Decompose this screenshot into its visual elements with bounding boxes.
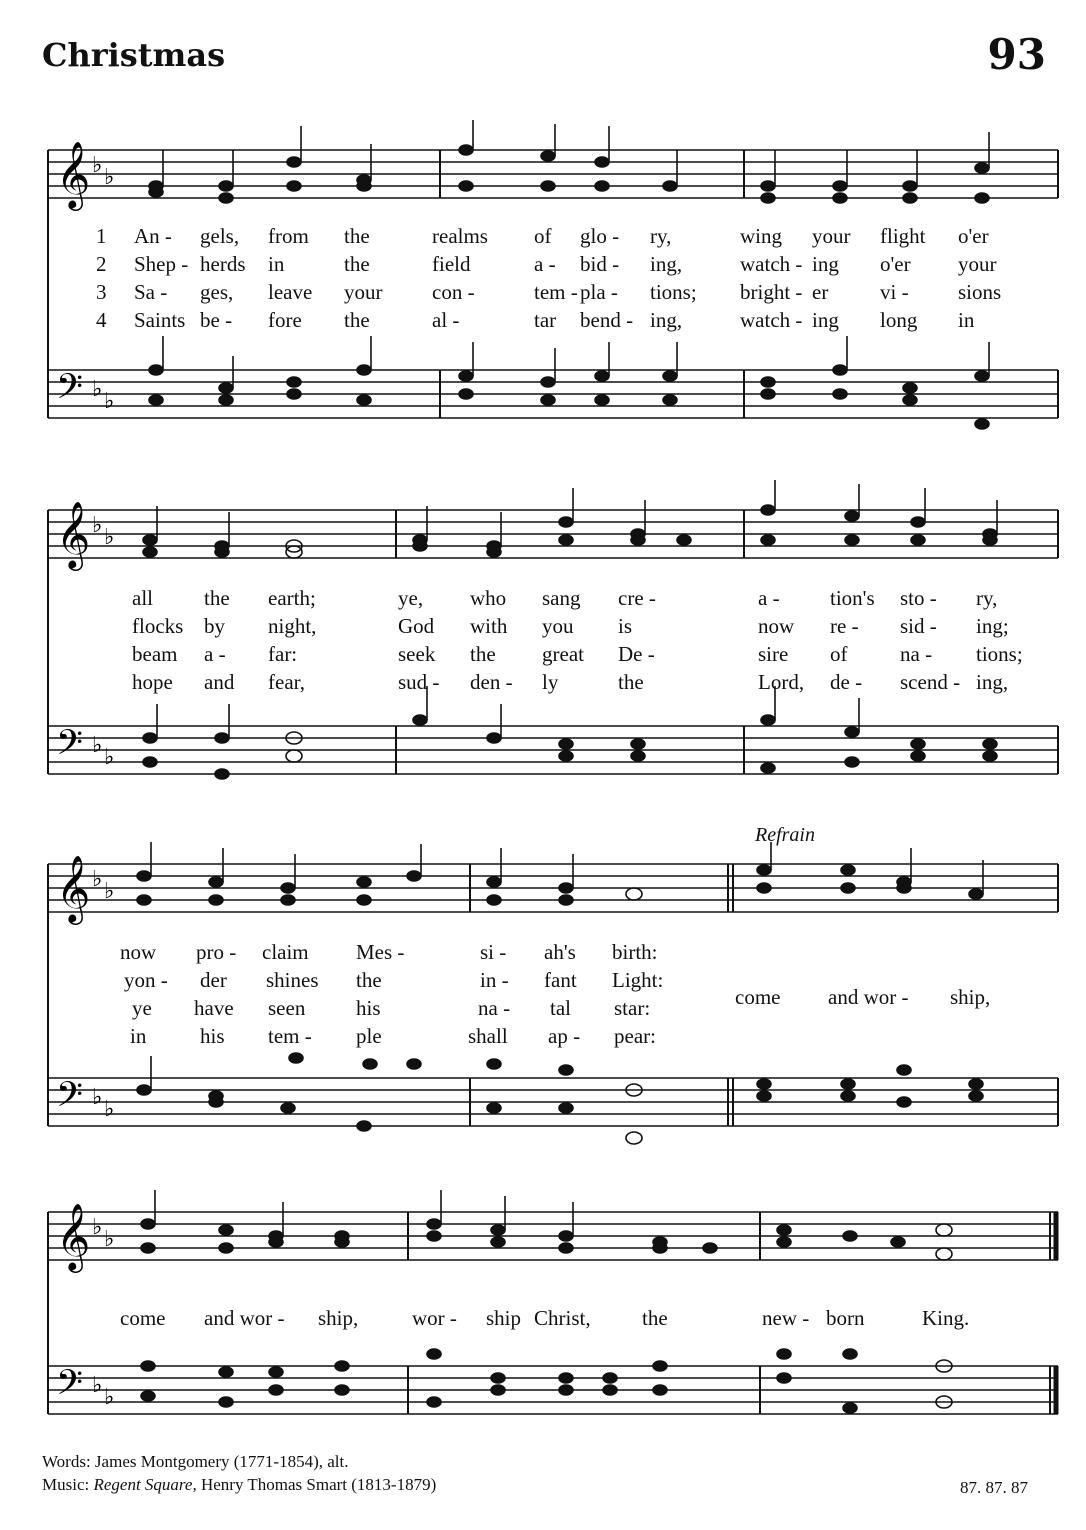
lyric-syllable: ry, — [976, 586, 998, 610]
lyric-syllable: cre - — [618, 586, 656, 610]
lyric-syllable: herds — [200, 252, 246, 276]
lyric-syllable: ry, — [650, 224, 672, 248]
lyric-syllable: born — [826, 1306, 865, 1330]
lyric-syllable: den - — [470, 670, 513, 694]
lyric-syllable: the — [344, 252, 370, 276]
lyric-syllable: vi - — [880, 280, 909, 304]
lyric-syllable: flocks — [132, 614, 184, 638]
lyric-syllable: scend - — [900, 670, 961, 694]
svg-text:♭: ♭ — [104, 745, 115, 770]
lyric-syllable: great — [542, 642, 584, 666]
lyric-syllable: with — [470, 614, 508, 638]
lyric-syllable: you — [542, 614, 574, 638]
lyric-syllable: a - — [758, 586, 780, 610]
lyric-syllable: a - — [204, 642, 226, 666]
lyric-syllable: come — [120, 1306, 166, 1330]
lyric-syllable: King. — [922, 1306, 970, 1330]
lyric-syllable: his — [200, 1024, 225, 1048]
lyric-syllable: Lord, — [758, 670, 805, 694]
lyric-syllable: the — [618, 670, 644, 694]
lyric-syllable: sions — [958, 280, 1002, 304]
lyric-syllable: beam — [132, 642, 178, 666]
svg-text:♭: ♭ — [92, 1215, 103, 1240]
verse-number: 3 — [96, 280, 107, 304]
lyric-syllable: of — [830, 642, 848, 666]
lyric-syllable: sto - — [900, 586, 937, 610]
lyric-syllable: of — [534, 224, 552, 248]
lyric-syllable: Sa - — [134, 280, 168, 304]
lyric-syllable: the — [642, 1306, 668, 1330]
lyric-syllable: and — [204, 670, 235, 694]
lyric-syllable: o'er — [880, 252, 911, 276]
lyric-syllable: sire — [758, 642, 789, 666]
lyric-syllable: tar — [534, 308, 557, 332]
lyric-syllable: tal — [550, 996, 571, 1020]
svg-text:♭: ♭ — [92, 153, 103, 178]
lyric-syllable: bend - — [580, 308, 634, 332]
words-credit: Words: James Montgomery (1771-1854), alt. — [42, 1452, 349, 1471]
svg-text:𝄢: 𝄢 — [56, 1074, 84, 1123]
lyric-syllable: claim — [262, 940, 309, 964]
lyric-syllable: der — [200, 968, 227, 992]
lyric-syllable: gels, — [200, 224, 240, 248]
lyric-syllable: far: — [268, 642, 298, 666]
verse-number: 1 — [96, 224, 107, 248]
lyric-syllable: in — [958, 308, 975, 332]
lyric-syllable: ap - — [548, 1024, 581, 1048]
lyric-syllable: sid - — [900, 614, 937, 638]
refrain-word: ship, — [950, 985, 991, 1009]
lyric-syllable: ing, — [976, 670, 1009, 694]
lyric-syllable: ship — [486, 1306, 522, 1330]
svg-text:𝄞: 𝄞 — [56, 140, 91, 208]
svg-text:𝄞: 𝄞 — [56, 1202, 91, 1270]
composer: Henry Thomas Smart (1813-1879) — [200, 1475, 437, 1494]
lyric-syllable: al - — [432, 308, 460, 332]
lyric-syllable: earth; — [268, 586, 316, 610]
lyric-syllable: shall — [468, 1024, 508, 1048]
lyric-syllable: the — [344, 224, 370, 248]
lyric-syllable: fore — [268, 308, 302, 332]
lyric-syllable: and wor - — [204, 1306, 285, 1330]
lyric-syllable: tions; — [650, 280, 697, 304]
lyric-syllable: in — [268, 252, 285, 276]
lyric-syllable: si - — [480, 940, 507, 964]
lyric-syllable: ing, — [650, 252, 683, 276]
music-credit — [42, 1475, 436, 1495]
lyric-syllable: wor - — [412, 1306, 457, 1330]
lyric-syllable: ing — [812, 308, 839, 332]
lyric-syllable: now — [758, 614, 795, 638]
lyric-syllable: field — [432, 252, 471, 276]
lyric-syllable: have — [194, 996, 234, 1020]
lyric-syllable: Christ, — [534, 1306, 591, 1330]
lyric-syllable: is — [618, 614, 633, 638]
lyric-syllable: leave — [268, 280, 313, 304]
lyric-syllable: your — [812, 224, 851, 248]
lyric-syllable: new - — [762, 1306, 810, 1330]
lyric-syllable: tion's — [830, 586, 875, 610]
lyric-syllable: bid - — [580, 252, 620, 276]
verse-number: 4 — [96, 308, 107, 332]
lyric-syllable: ges, — [200, 280, 234, 304]
lyric-syllable: ye — [132, 996, 152, 1020]
svg-text:𝄞: 𝄞 — [56, 500, 91, 568]
lyric-syllable: by — [204, 614, 225, 638]
meter: 87. 87. 87 — [960, 1478, 1028, 1497]
lyric-syllable: seen — [268, 996, 306, 1020]
lyric-syllable: realms — [432, 224, 488, 248]
svg-text:♭: ♭ — [104, 1227, 115, 1252]
lyric-syllable: in - — [480, 968, 509, 992]
lyric-syllable: fant — [544, 968, 577, 992]
lyric-syllable: tions; — [976, 642, 1023, 666]
lyric-syllable: ship, — [318, 1306, 359, 1330]
refrain-word: come — [735, 985, 781, 1009]
lyric-syllable: Mes - — [356, 940, 405, 964]
lyric-syllable: ing; — [976, 614, 1009, 638]
system-3-staves — [0, 842, 1086, 1162]
page-title: Christmas — [42, 36, 226, 74]
lyric-syllable: the — [344, 308, 370, 332]
lyric-syllable: ing — [812, 252, 839, 276]
lyric-syllable: star: — [614, 996, 651, 1020]
lyric-syllable: the — [470, 642, 496, 666]
lyric-syllable: the — [356, 968, 382, 992]
lyric-syllable: shines — [266, 968, 319, 992]
lyric-syllable: Light: — [612, 968, 664, 992]
hymn-number: 93 — [987, 30, 1046, 79]
svg-text:♭: ♭ — [92, 1085, 103, 1110]
svg-text:♭: ♭ — [104, 1385, 115, 1410]
lyric-syllable: yon - — [124, 968, 168, 992]
svg-text:♭: ♭ — [92, 377, 103, 402]
lyric-syllable: sang — [542, 586, 581, 610]
lyric-syllable: ah's — [544, 940, 576, 964]
lyric-syllable: pear: — [614, 1024, 656, 1048]
lyric-syllable: long — [880, 308, 918, 332]
refrain-label: Refrain — [755, 824, 815, 846]
svg-text:♭: ♭ — [104, 389, 115, 414]
lyric-syllable: God — [398, 614, 435, 638]
svg-text:𝄞: 𝄞 — [56, 854, 91, 922]
lyric-syllable: seek — [398, 642, 436, 666]
lyric-syllable: tem - — [268, 1024, 312, 1048]
svg-text:♭: ♭ — [104, 879, 115, 904]
lyric-syllable: er — [812, 280, 829, 304]
svg-text:♭: ♭ — [104, 525, 115, 550]
svg-text:♭: ♭ — [92, 867, 103, 892]
music-label: Music: — [42, 1475, 90, 1494]
lyric-syllable: pla - — [580, 280, 618, 304]
lyric-syllable: all — [132, 586, 153, 610]
lyric-syllable: Shep - — [134, 252, 189, 276]
lyric-syllable: in — [130, 1024, 147, 1048]
lyric-syllable: flight — [880, 224, 926, 248]
svg-text:♭: ♭ — [92, 733, 103, 758]
lyric-syllable: watch - — [740, 252, 803, 276]
svg-text:♭: ♭ — [92, 513, 103, 538]
svg-text:𝄢: 𝄢 — [56, 366, 84, 415]
lyric-syllable: na - — [900, 642, 933, 666]
lyric-syllable: hope — [132, 670, 173, 694]
lyric-syllable: Saints — [134, 308, 186, 332]
refrain-word: and wor - — [828, 985, 909, 1009]
lyric-syllable: now — [120, 940, 157, 964]
lyric-syllable: ple — [356, 1024, 382, 1048]
lyric-syllable: birth: — [612, 940, 658, 964]
lyric-syllable: his — [356, 996, 381, 1020]
lyric-syllable: con - — [432, 280, 475, 304]
lyric-syllable: ing, — [650, 308, 683, 332]
lyric-syllable: your — [344, 280, 383, 304]
lyric-syllable: ye, — [398, 586, 424, 610]
lyric-syllable: sud - — [398, 670, 440, 694]
lyric-syllable: night, — [268, 614, 317, 638]
lyric-syllable: An - — [134, 224, 172, 248]
lyric-syllable: o'er — [958, 224, 989, 248]
verse-number: 2 — [96, 252, 107, 276]
lyric-syllable: a - — [534, 252, 556, 276]
lyric-syllable: fear, — [268, 670, 306, 694]
lyric-syllable: de - — [830, 670, 863, 694]
lyric-syllable: wing — [740, 224, 782, 248]
lyric-syllable: na - — [478, 996, 511, 1020]
svg-text:♭: ♭ — [92, 1373, 103, 1398]
lyric-syllable: De - — [618, 642, 655, 666]
lyric-syllable: ly — [542, 670, 559, 694]
lyric-syllable: your — [958, 252, 997, 276]
tune-name: Regent Square, — [93, 1475, 197, 1494]
lyric-syllable: who — [470, 586, 507, 610]
lyric-syllable: re - — [830, 614, 859, 638]
svg-text:♭: ♭ — [104, 1097, 115, 1122]
lyric-syllable: glo - — [580, 224, 620, 248]
lyric-syllable: the — [204, 586, 230, 610]
lyric-syllable: be - — [200, 308, 233, 332]
svg-text:𝄢: 𝄢 — [56, 722, 84, 771]
lyric-syllable: watch - — [740, 308, 803, 332]
lyric-syllable: tem - — [534, 280, 578, 304]
svg-text:♭: ♭ — [104, 165, 115, 190]
lyric-syllable: pro - — [196, 940, 237, 964]
svg-text:𝄢: 𝄢 — [56, 1362, 84, 1411]
lyric-syllable: bright - — [740, 280, 803, 304]
lyric-syllable: from — [268, 224, 309, 248]
